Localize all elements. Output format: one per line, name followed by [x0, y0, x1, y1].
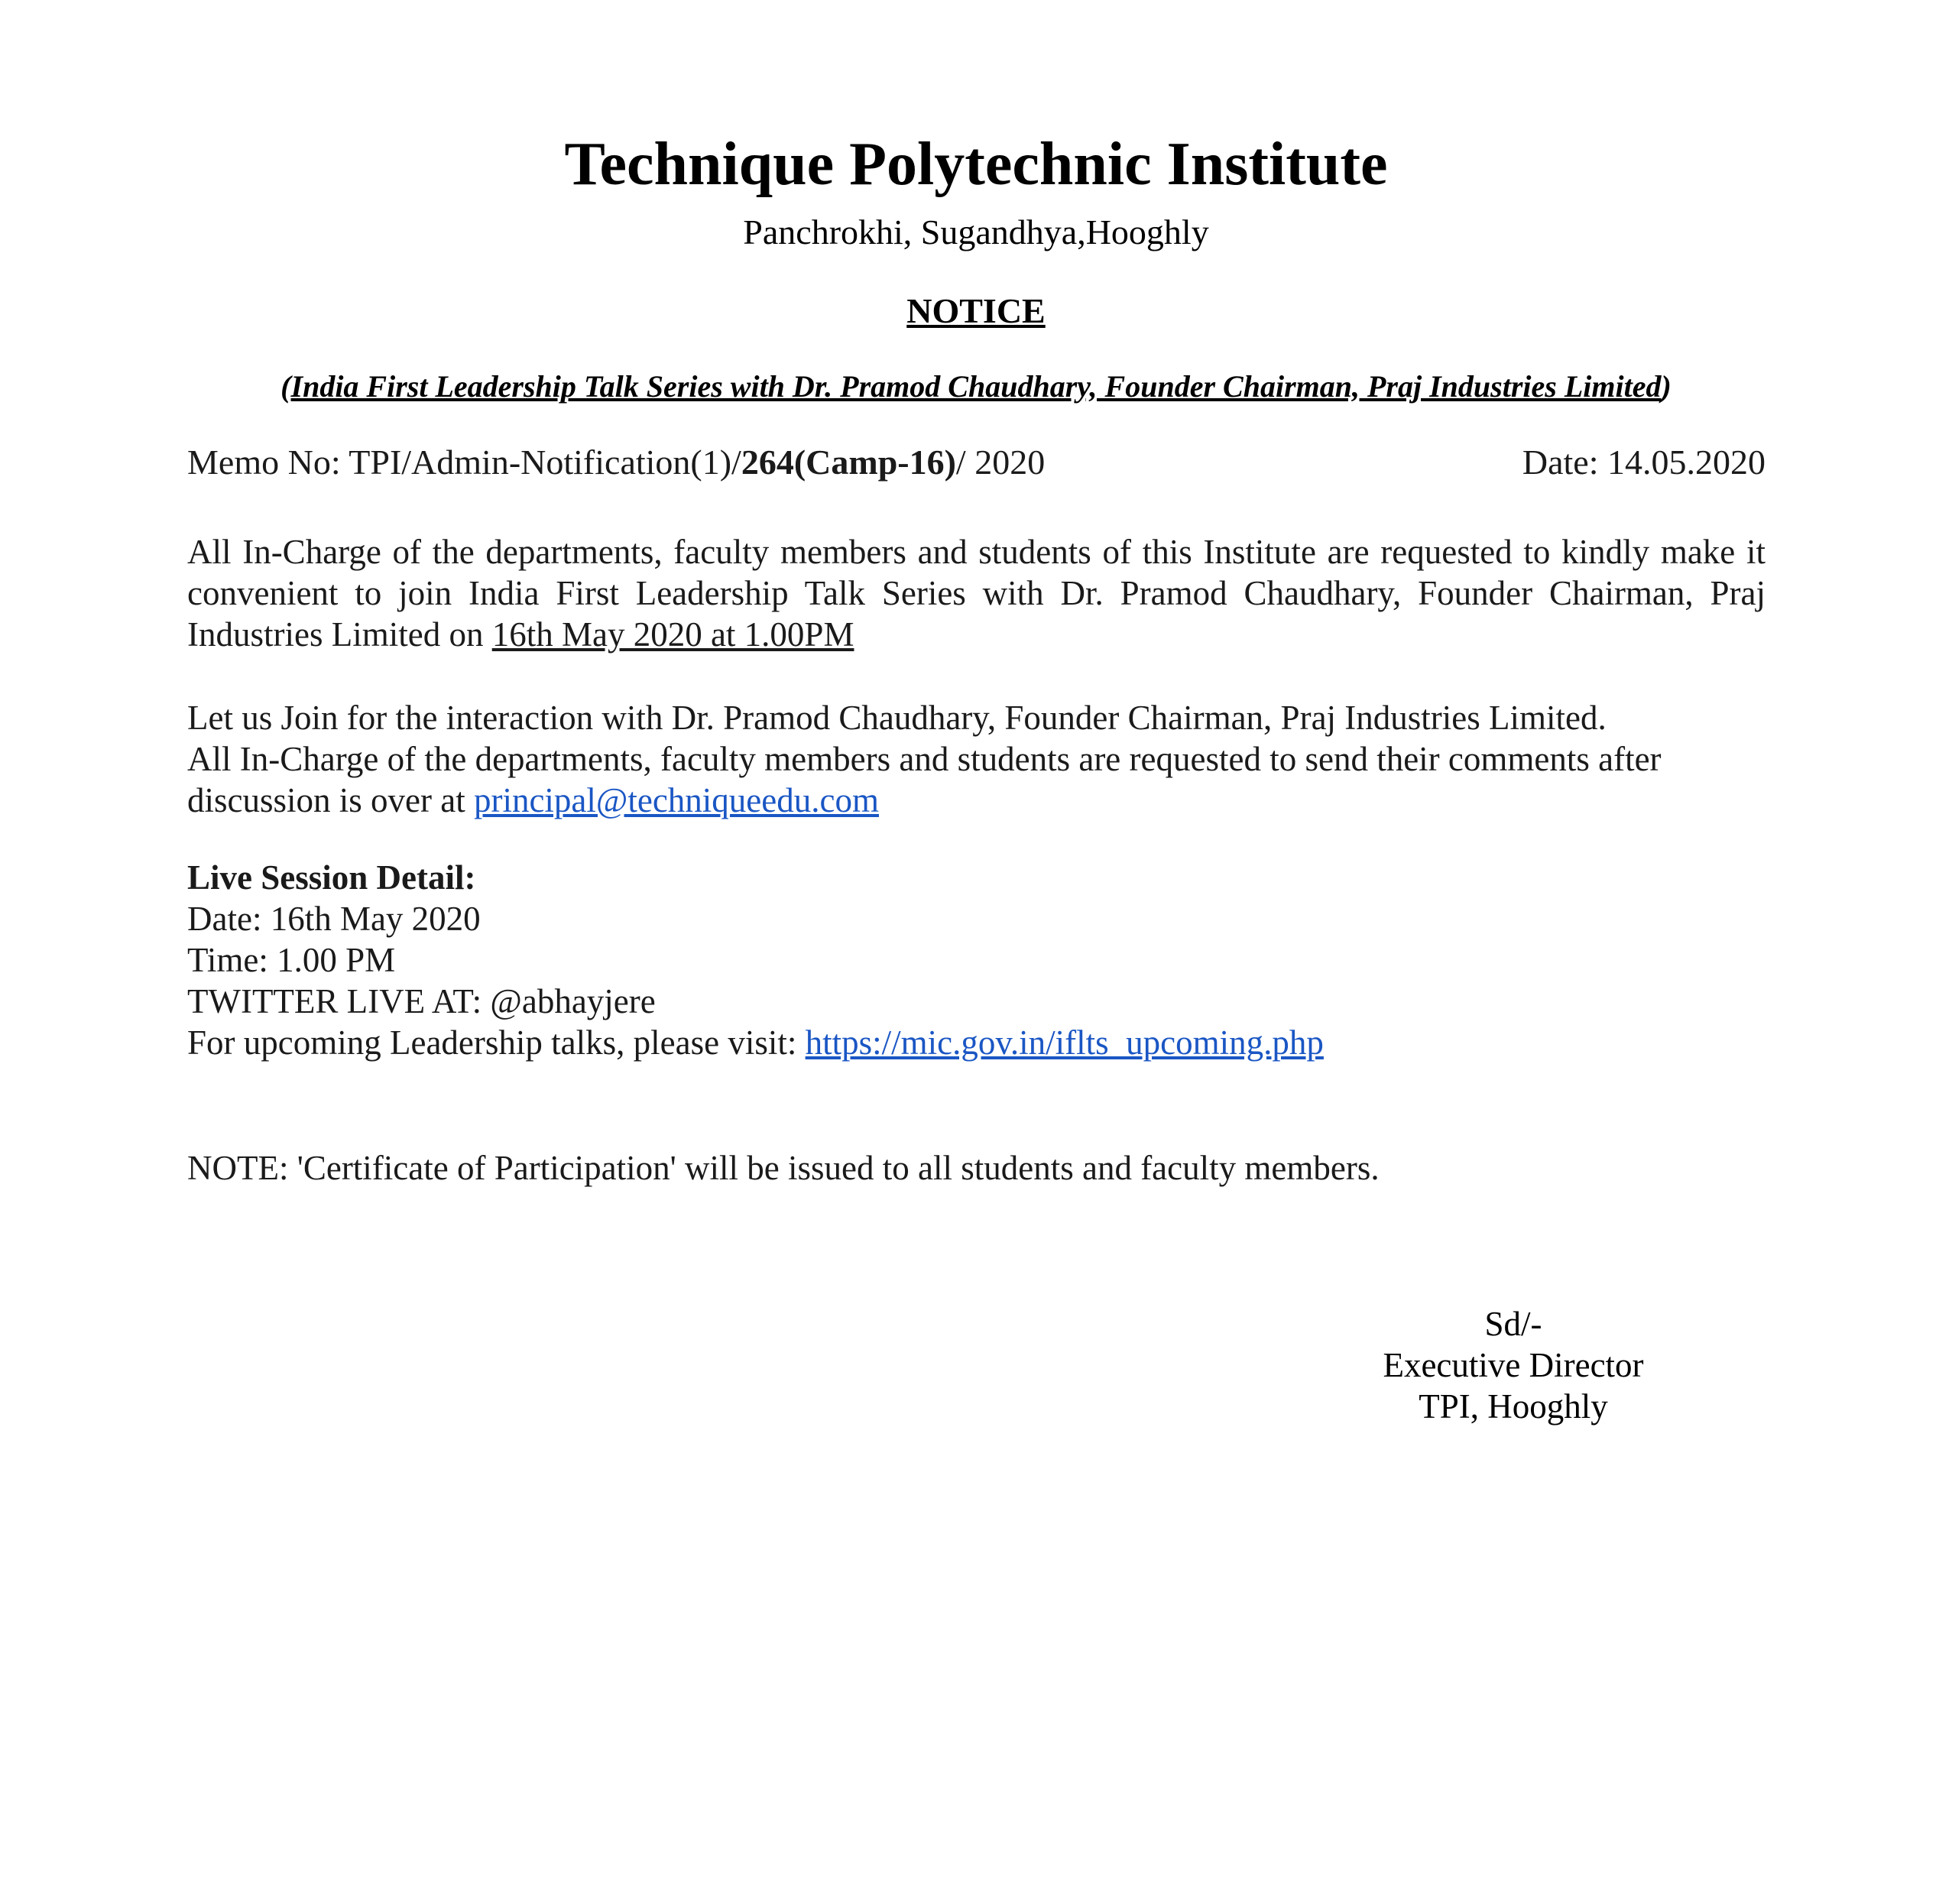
invitation-paragraph: [187, 531, 1766, 655]
memo-suffix: / 2020: [955, 443, 1046, 482]
session-date: Date: 16th May 2020: [187, 900, 481, 938]
session-twitter: TWITTER LIVE AT: @abhayjere: [187, 982, 656, 1020]
invitation-text: All In-Charge of the departments, faculty members and students of this Institute are requested to kindly make it convenient to join India First Leadership Talk Series with Dr. Pramod Chaudhary, Founder Chairman, Praj Industries Limited on: [187, 533, 1766, 654]
session-time: Time: 1.00 PM: [187, 941, 396, 979]
signature-block: [1360, 1303, 1666, 1427]
upcoming-text: For upcoming Leadership talks, please visit:: [187, 1023, 806, 1062]
institute-title: Technique Polytechnic Institute: [564, 131, 1388, 198]
notice-heading: NOTICE: [906, 291, 1046, 330]
memo-number: [187, 442, 1045, 482]
signature-designation: Executive Director: [1383, 1346, 1644, 1384]
session-upcoming: [187, 1022, 1324, 1063]
session-heading: Live Session Detail:: [187, 858, 476, 897]
email-link[interactable]: principal@techniqueedu.com: [473, 781, 879, 819]
institute-address: Panchrokhi, Sugandhya,Hooghly: [743, 212, 1209, 251]
subtitle-text: India First Leadership Talk Series with Dr. Pramod Chaudhary, Founder Chairman, Praj Industries Limited: [290, 369, 1662, 404]
subtitle-open-paren: (: [280, 369, 291, 404]
upcoming-talks-link[interactable]: https://mic.gov.in/iflts_upcoming.php: [805, 1023, 1324, 1062]
notice-subtitle: [0, 368, 1952, 404]
memo-date: Date: 14.05.2020: [1522, 443, 1766, 482]
interaction-paragraph: [187, 697, 1766, 821]
comments-request: [187, 738, 1766, 821]
memo-prefix: Memo No: TPI/Admin-Notification(1)/: [187, 443, 741, 482]
certificate-note: NOTE: 'Certificate of Participation' will be issued to all students and faculty members.: [187, 1149, 1380, 1187]
comments-text: All In-Charge of the departments, faculty members and students are requested to send their comments after discussion is over at: [187, 740, 1662, 819]
memo-number-bold: 264(Camp-16): [741, 443, 956, 482]
subtitle-close-paren: ): [1661, 369, 1672, 404]
interaction-line: Let us Join for the interaction with Dr. Pramod Chaudhary, Founder Chairman, Praj Industries Limited.: [187, 699, 1607, 737]
live-session-details: [187, 857, 1324, 1063]
event-datetime: 16th May 2020 at 1.00PM: [491, 615, 854, 654]
signature-sd: Sd/-: [1484, 1305, 1542, 1343]
signature-place: TPI, Hooghly: [1419, 1387, 1608, 1426]
